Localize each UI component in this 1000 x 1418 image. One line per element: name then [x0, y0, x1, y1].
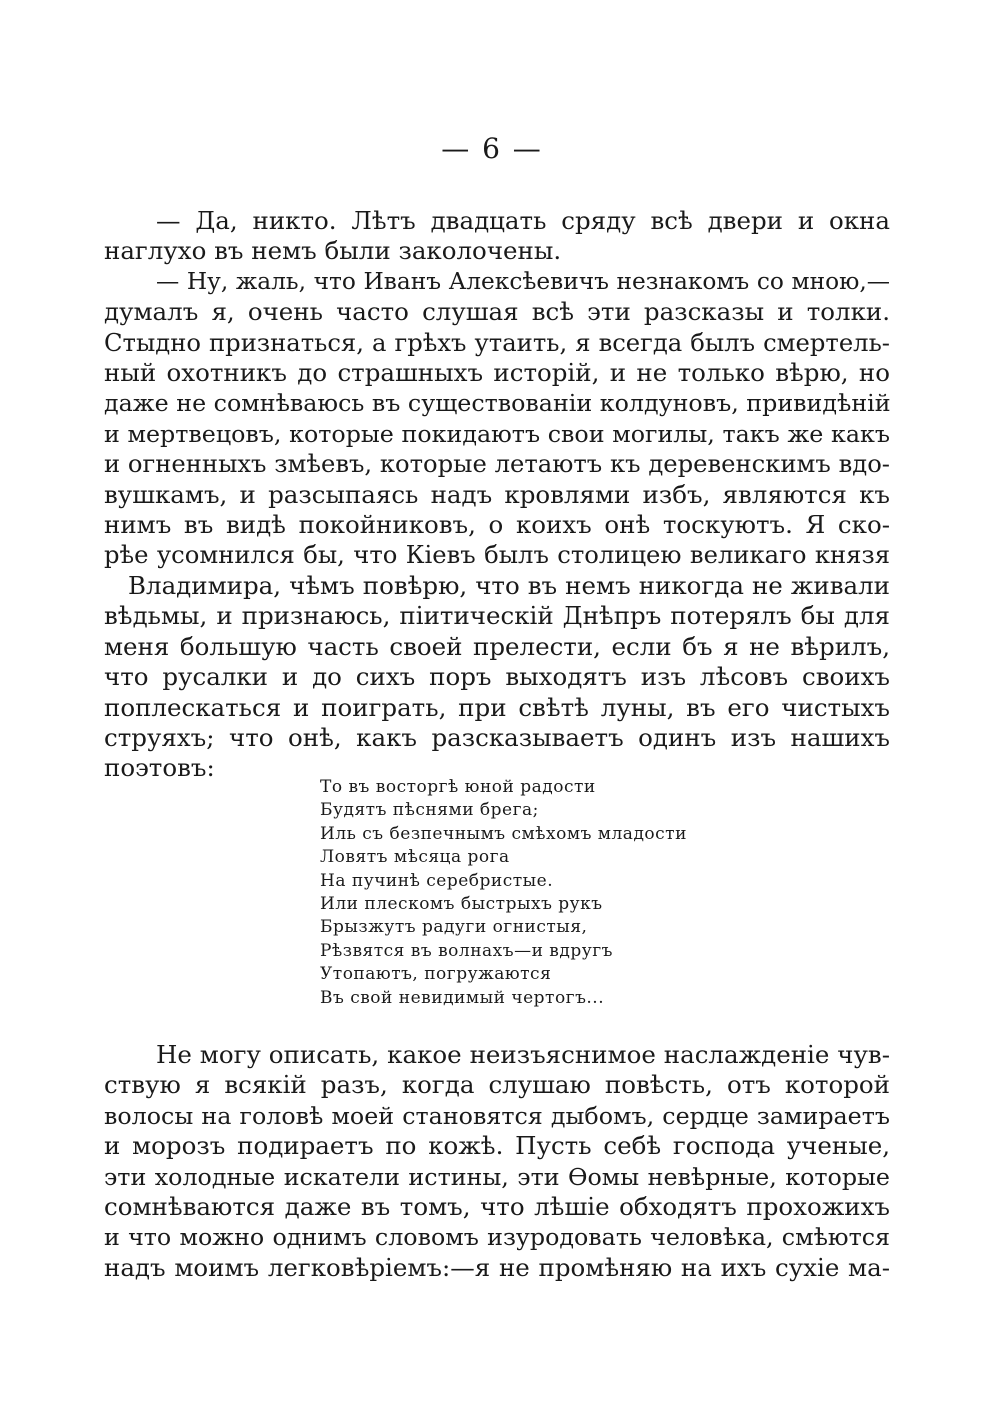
- poem-line: Ловятъ мѣсяца рога: [320, 847, 510, 868]
- text-line: поплескаться и поиграть, при свѣтѣ луны, въ его чистыхъ: [104, 692, 890, 722]
- page-number: — 6 —: [441, 132, 543, 165]
- text-line: думалъ я, очень часто слушая всѣ эти разсказы и толки.: [104, 297, 890, 327]
- text-line: надъ моимъ легковѣріемъ:—я не промѣняю на ихъ сухіе ма-: [104, 1252, 890, 1282]
- text-line: сомнѣваются даже въ томъ, что лѣшіе обходятъ прохожихъ: [104, 1192, 890, 1222]
- poem-line: Будятъ пѣснями брега;: [320, 800, 539, 821]
- text-line: меня большую часть своей прелести, если бъ я не вѣрилъ,: [104, 631, 890, 661]
- text-line: — Ну, жаль, что Иванъ Алексѣевичъ незнакомъ со мною,—: [156, 267, 890, 295]
- poem-line: Или плескомъ быстрыхъ рукъ: [320, 894, 603, 915]
- text-line: наглухо въ немъ были заколочены.: [104, 236, 562, 266]
- poem-line: То въ восторгѣ юной радости: [320, 777, 596, 797]
- paragraph-2: [104, 1040, 890, 1283]
- text-line: вѣдьмы, и признаюсь, піитическій Днѣпръ потерялъ бы для: [104, 601, 890, 631]
- text-line: Владимира, чѣмъ повѣрю, что въ немъ никогда не живали: [128, 570, 890, 600]
- poem-quotation: [320, 776, 687, 1010]
- poem-line: Въ свой невидимый чертогъ...: [320, 987, 605, 1008]
- text-line: что русалки и до сихъ поръ выходятъ изъ лѣсовъ своихъ: [104, 662, 890, 692]
- text-line: рѣе усомнился бы, что Кіевъ былъ столицею великаго князя: [104, 540, 890, 570]
- poem-line: Брызжутъ радуги огнистыя,: [320, 917, 588, 938]
- text-line: ный охотникъ до страшныхъ исторій, и не только вѣрю, но: [104, 358, 890, 388]
- text-line: нимъ въ видѣ покойниковъ, о коихъ онѣ тоскуютъ. Я ско-: [104, 510, 890, 540]
- text-line: эти холодные искатели истины, эти Ѳомы невѣрные, которые: [104, 1162, 890, 1191]
- paragraph-1: [104, 206, 890, 784]
- text-line: и что можно однимъ словомъ изуродовать человѣка, смѣются: [104, 1223, 890, 1252]
- text-line: — Да, никто. Лѣтъ двадцать сряду всѣ двери и окна: [156, 206, 890, 235]
- text-line: Стыдно признаться, а грѣхъ утаить, я всегда былъ смертель-: [104, 327, 890, 357]
- poem-line: На пучинѣ серебристые.: [320, 870, 554, 891]
- poem-line: Иль съ безпечнымъ смѣхомъ младости: [320, 823, 687, 844]
- poem-line: Рѣзвятся въ волнахъ—и вдругъ: [320, 940, 613, 961]
- text-line: Не могу описать, какое неизъяснимое наслажденіе чув-: [156, 1040, 890, 1069]
- poem-line: Утопаютъ, погружаются: [320, 964, 552, 985]
- text-line: ствую я всякій разъ, когда слушаю повѣсть, отъ которой: [104, 1070, 890, 1100]
- text-line: поэтовъ:: [104, 753, 215, 783]
- text-line: даже не сомнѣваюсь въ существованіи колдуновъ, привидѣній: [104, 389, 891, 418]
- text-line: и огненныхъ змѣевъ, которые летаютъ къ деревенскимъ вдо-: [104, 449, 890, 479]
- text-line: и морозъ подираетъ по кожѣ. Пусть себѣ господа ученые,: [104, 1131, 890, 1161]
- text-line: волосы на головѣ моей становятся дыбомъ, сердце замираетъ: [104, 1101, 890, 1130]
- text-line: и мертвецовъ, которые покидаютъ свои могилы, такъ же какъ: [104, 419, 890, 448]
- text-line: струяхъ; что онѣ, какъ разсказываетъ одинъ изъ нашихъ: [104, 722, 890, 752]
- text-line: вушкамъ, и разсыпаясь надъ кровлями избъ, являются къ: [104, 479, 890, 509]
